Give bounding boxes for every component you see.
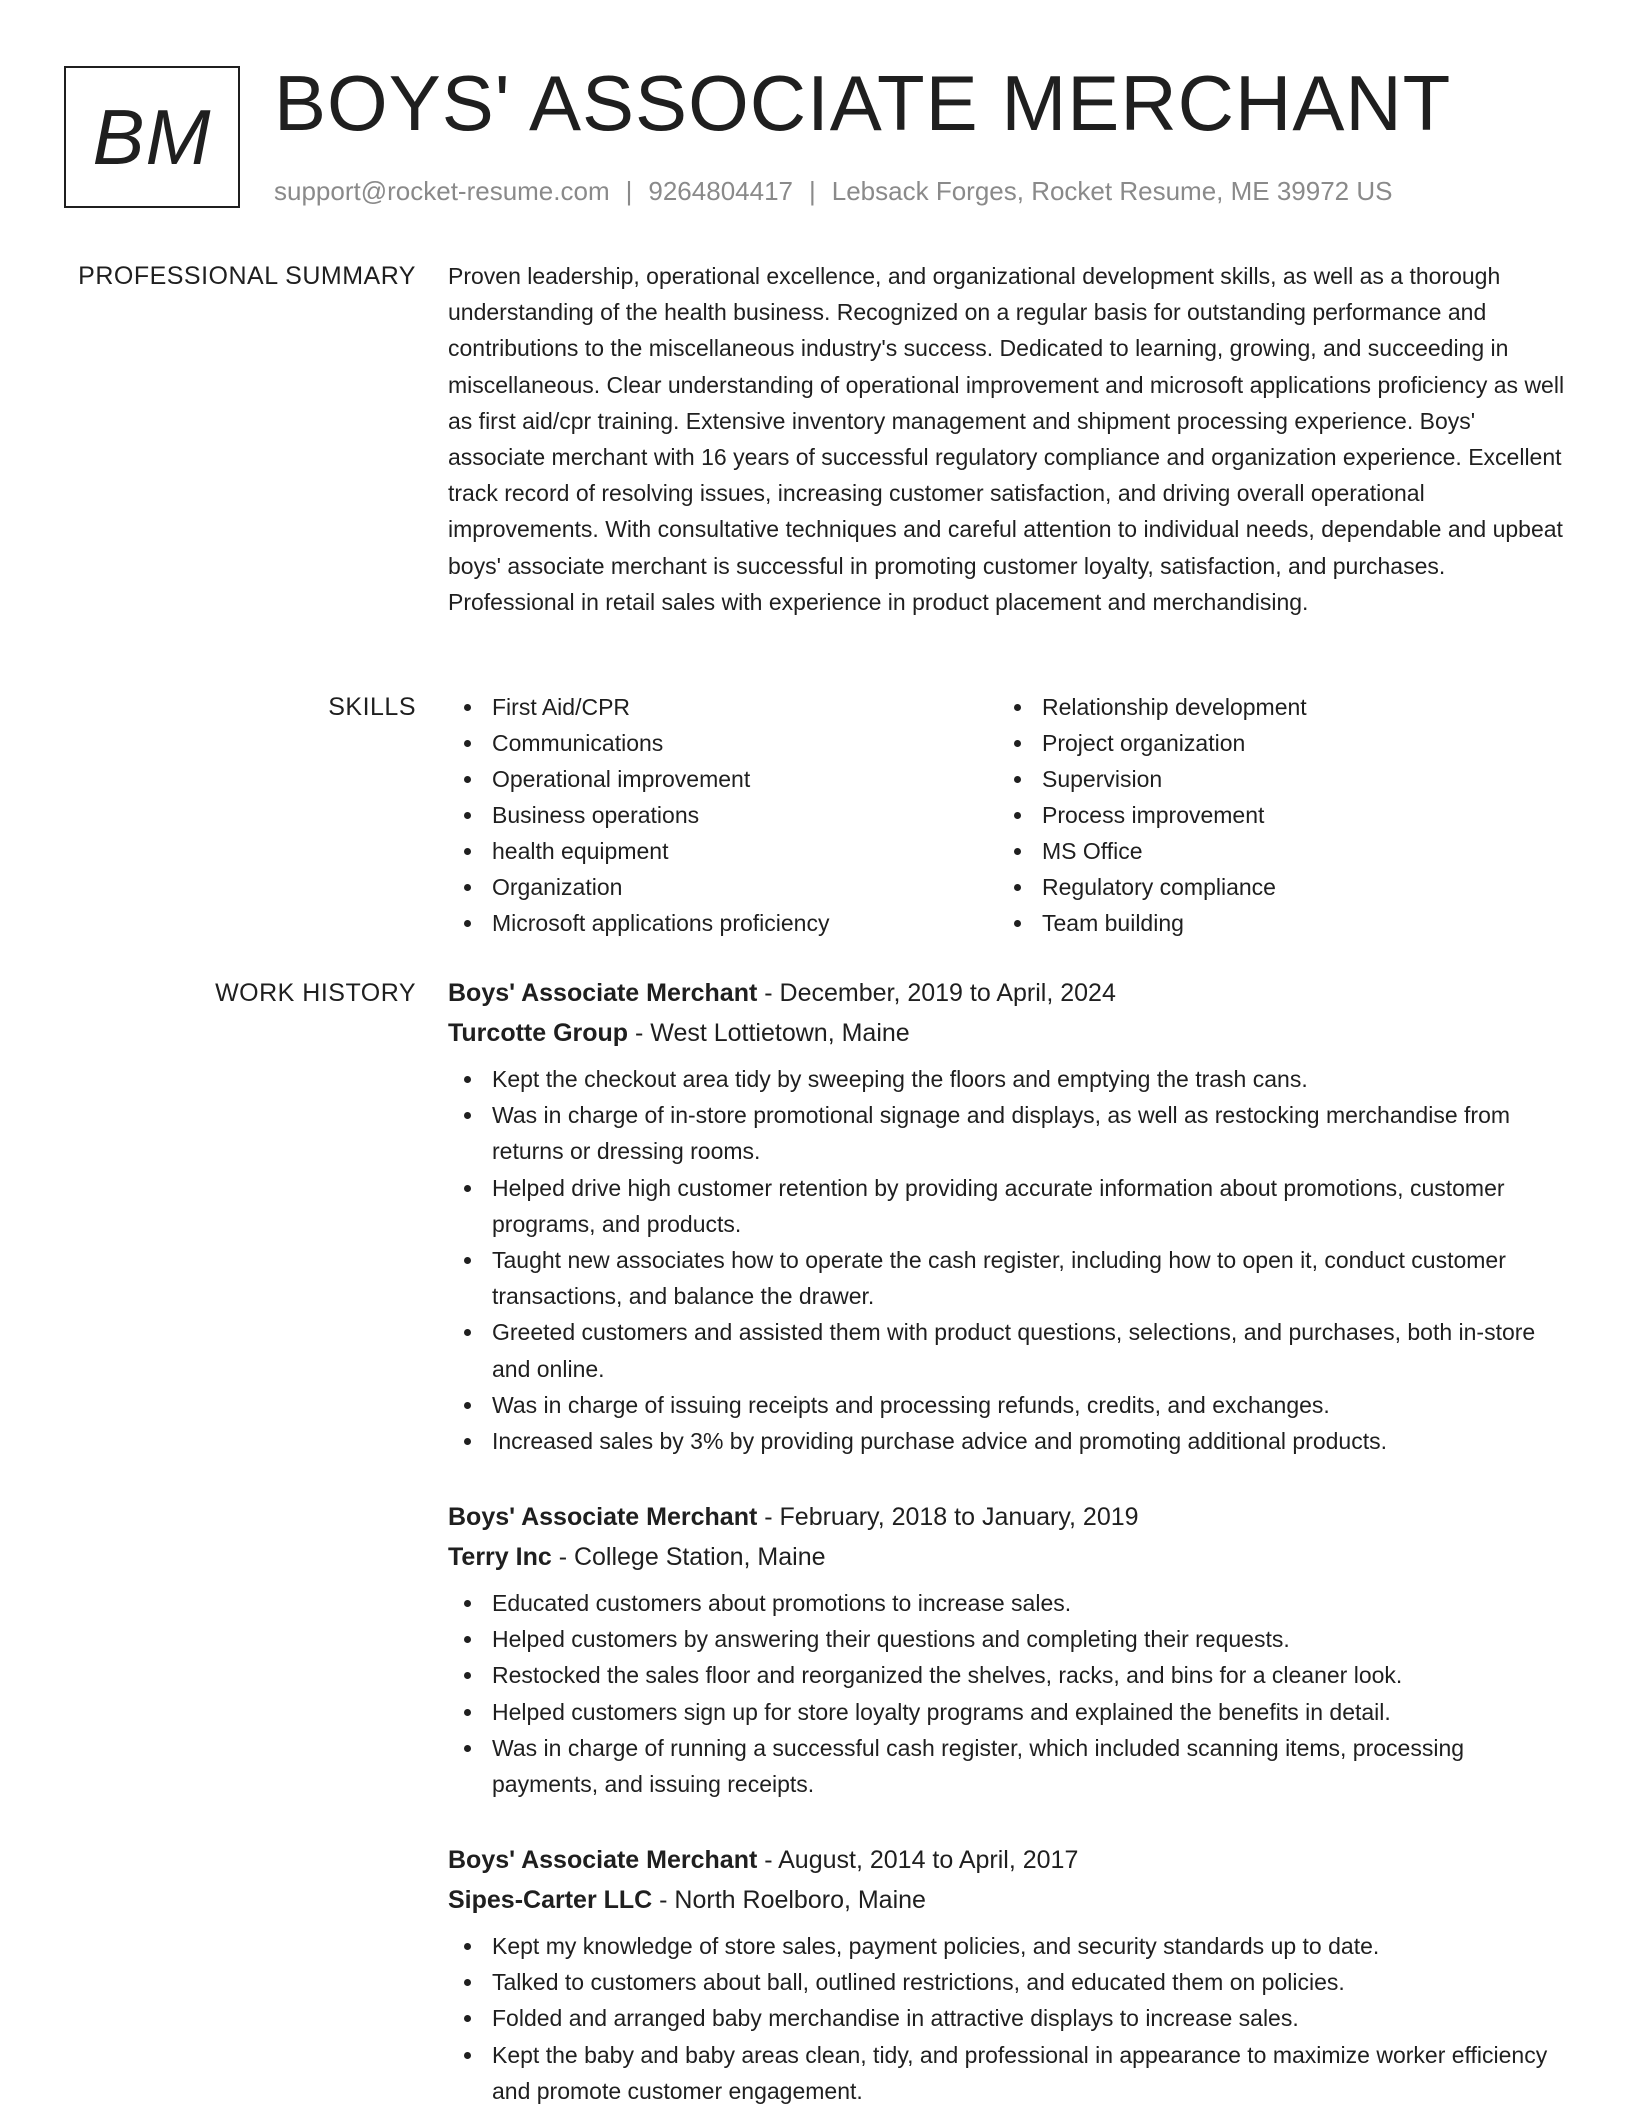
job-entry bbox=[448, 1842, 1568, 2109]
skill-item: Supervision bbox=[998, 761, 1548, 797]
skill-item: Microsoft applications proficiency bbox=[448, 905, 998, 941]
skill-item: Team building bbox=[998, 905, 1548, 941]
job-dates: - February, 2018 to January, 2019 bbox=[757, 1503, 1139, 1531]
job-bullets bbox=[448, 1061, 1568, 1459]
page-title: BOYS' ASSOCIATE MERCHANT bbox=[274, 59, 1452, 147]
job-company: Turcotte Group bbox=[448, 1019, 629, 1047]
job-bullet: Greeted customers and assisted them with product questions, selections, and purchases, both in-store and online. bbox=[448, 1314, 1568, 1386]
job-title: Boys' Associate Merchant bbox=[448, 1503, 758, 1531]
job-title: Boys' Associate Merchant bbox=[448, 979, 758, 1007]
job-bullet: Was in charge of in-store promotional signage and displays, as well as restocking merchandise from returns or dressing rooms. bbox=[448, 1097, 1568, 1169]
job-bullet: Was in charge of running a successful cash register, which included scanning items, processing payments, and issuing receipts. bbox=[448, 1730, 1568, 1802]
job-bullet: Folded and arranged baby merchandise in attractive displays to increase sales. bbox=[448, 2000, 1568, 2036]
job-dates: - December, 2019 to April, 2024 bbox=[757, 979, 1116, 1007]
skill-item: Operational improvement bbox=[448, 761, 998, 797]
skill-item: Process improvement bbox=[998, 797, 1548, 833]
job-location: - College Station, Maine bbox=[551, 1543, 826, 1571]
monogram: BM bbox=[64, 66, 240, 208]
section-label-skills: SKILLS bbox=[328, 693, 416, 721]
skills-list-right bbox=[998, 689, 1548, 941]
address: Lebsack Forges, Rocket Resume, ME 39972 US bbox=[831, 176, 1393, 206]
job-bullet: Restocked the sales floor and reorganized the shelves, racks, and bins for a cleaner look. bbox=[448, 1657, 1568, 1693]
job-bullets bbox=[448, 1928, 1568, 2109]
skill-item: Relationship development bbox=[998, 689, 1548, 725]
job-title-line bbox=[448, 975, 1568, 1011]
contact-line bbox=[274, 174, 1392, 208]
skill-item: First Aid/CPR bbox=[448, 689, 998, 725]
section-label-work-history: WORK HISTORY bbox=[215, 979, 416, 1007]
job-dates: - August, 2014 to April, 2017 bbox=[757, 1846, 1079, 1874]
job-location: - West Lottietown, Maine bbox=[628, 1019, 910, 1047]
job-company-line bbox=[448, 1015, 1568, 1051]
skill-item: Business operations bbox=[448, 797, 998, 833]
skill-item: MS Office bbox=[998, 833, 1548, 869]
skill-item: Organization bbox=[448, 869, 998, 905]
skill-item: Regulatory compliance bbox=[998, 869, 1548, 905]
job-entry bbox=[448, 975, 1568, 1459]
job-company-line bbox=[448, 1882, 1568, 1918]
job-company: Terry Inc bbox=[448, 1543, 552, 1571]
contact-separator: | bbox=[625, 176, 633, 206]
job-bullets bbox=[448, 1585, 1568, 1802]
summary-text: Proven leadership, operational excellence, and organizational development skills, as well as a thorough understanding of the health business. Recognized on a regular basis for outstanding performance and contributions to the miscellaneous industry's success. Dedicated to learning, growing, and succeeding in miscellaneous. Clear understanding of operational improvement and microsoft applications proficiency as well as first aid/cpr training. Extensive inventory management and shipment processing experience. Boys' associate merchant with 16 years of successful regulatory compliance and organization experience. Excellent track record of resolving issues, increasing customer satisfaction, and driving overall operational improvements. With consultative techniques and careful attention to individual needs, dependable and upbeat boys' associate merchant is successful in promoting customer loyalty, satisfaction, and purchases. Professional in retail sales with experience in product placement and merchandising. bbox=[448, 263, 1565, 615]
job-company: Sipes-Carter LLC bbox=[448, 1886, 653, 1914]
skill-item: Communications bbox=[448, 725, 998, 761]
email-link[interactable]: support@rocket-resume.com bbox=[274, 176, 610, 206]
job-entry bbox=[448, 1499, 1568, 1802]
job-title: Boys' Associate Merchant bbox=[448, 1846, 758, 1874]
job-bullet: Educated customers about promotions to increase sales. bbox=[448, 1585, 1568, 1621]
skills-body bbox=[448, 689, 1568, 941]
job-bullet: Kept the checkout area tidy by sweeping the floors and emptying the trash cans. bbox=[448, 1061, 1568, 1097]
job-company-line bbox=[448, 1539, 1568, 1575]
skills-list-left bbox=[448, 689, 998, 941]
job-bullet: Was in charge of issuing receipts and processing refunds, credits, and exchanges. bbox=[448, 1387, 1568, 1423]
job-bullet: Increased sales by 3% by providing purchase advice and promoting additional products. bbox=[448, 1423, 1568, 1459]
job-bullet: Helped drive high customer retention by providing accurate information about promotions, customer programs, and products. bbox=[448, 1170, 1568, 1242]
job-bullet: Kept my knowledge of store sales, payment policies, and security standards up to date. bbox=[448, 1928, 1568, 1964]
contact-separator: | bbox=[809, 176, 816, 206]
skill-item: health equipment bbox=[448, 833, 998, 869]
job-title-line bbox=[448, 1842, 1568, 1878]
skill-item: Project organization bbox=[998, 725, 1548, 761]
summary-body bbox=[448, 258, 1568, 620]
job-location: - North Roelboro, Maine bbox=[652, 1886, 926, 1914]
job-title-line bbox=[448, 1499, 1568, 1535]
skills-grid bbox=[448, 689, 1568, 941]
job-bullet: Talked to customers about ball, outlined restrictions, and educated them on policies. bbox=[448, 1964, 1568, 2000]
section-label-summary: PROFESSIONAL SUMMARY bbox=[78, 262, 416, 290]
phone-number: 9264804417 bbox=[648, 176, 793, 206]
job-bullet: Kept the baby and baby areas clean, tidy, and professional in appearance to maximize worker efficiency and promote customer engagement. bbox=[448, 2037, 1568, 2109]
job-bullet: Helped customers by answering their questions and completing their requests. bbox=[448, 1621, 1568, 1657]
job-bullet: Helped customers sign up for store loyalty programs and explained the benefits in detail. bbox=[448, 1694, 1568, 1730]
job-bullet: Taught new associates how to operate the cash register, including how to open it, conduct customer transactions, and balance the drawer. bbox=[448, 1242, 1568, 1314]
